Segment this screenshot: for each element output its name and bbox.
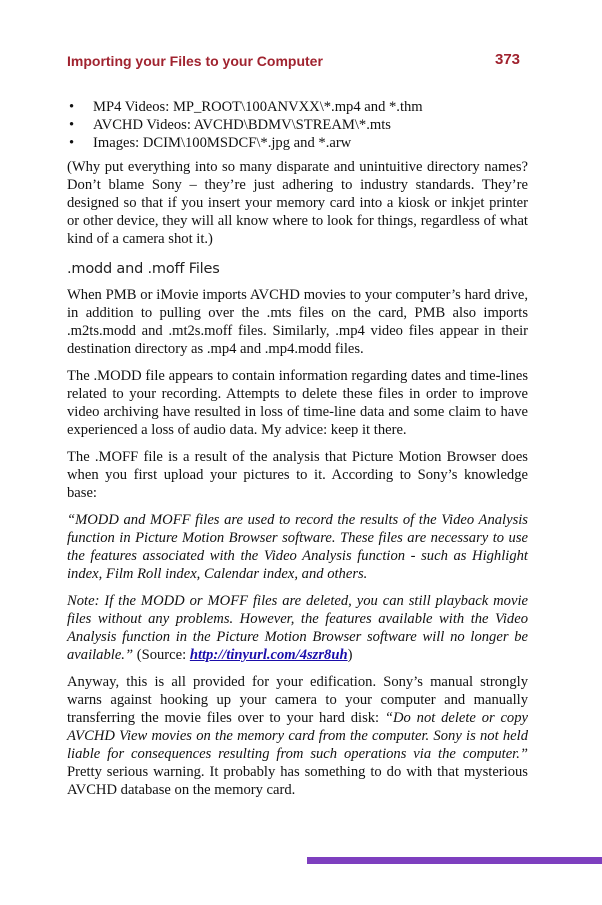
footer-accent-bar <box>307 857 602 864</box>
sony-note-paragraph <box>67 592 528 664</box>
final-lead-text: Anyway, this is all provided for your edification. Sony’s manual strongly warns against hooking up your camera to your computer and manually transferring the movie files over to your hard disk: <box>67 674 528 726</box>
body-paragraph: When PMB or iMovie imports AVCHD movies to your computer’s hard drive, in addition to pulling over the .mts files on the card, PMB also imports .m2ts.modd and .mt2s.moff files. Similarly, .mp4 video files appear in their destination directory as .mp4 and .mp4.modd files. <box>67 287 528 357</box>
final-paragraph <box>67 673 528 799</box>
source-suffix: ) <box>347 647 353 663</box>
list-item-text: AVCHD Videos: AVCHD\BDMV\STREAM\*.mts <box>93 117 391 133</box>
sony-note-quote: Note: If the MODD or MOFF files are deleted, you can still playback movie files without any problems. However, the features available with the Video Analysis function in the Picture Motion Browser software will no longer be available.” <box>67 593 528 663</box>
final-tail-text: Pretty serious warning. It probably has something to do with that mysterious AVCHD database on the memory card. <box>67 764 528 798</box>
page-number: 373 <box>495 51 521 68</box>
body-paragraph: The .MOFF file is a result of the analysis that Picture Motion Browser does when you first upload your pictures to it. According to Sony’s knowledge base: <box>67 449 528 501</box>
list-item <box>67 98 528 116</box>
list-item-text: Images: DCIM\100MSDCF\*.jpg and *.arw <box>93 135 352 151</box>
bullet-icon: • <box>69 135 75 151</box>
source-link[interactable]: http://tinyurl.com/4szr8uh <box>189 647 348 663</box>
intro-paragraph: (Why put everything into so many disparate and unintuitive directory names? Don’t blame Sony – they’re just adhering to industry standards. They’re designed so that if you insert your memory card into a kiosk or inkjet printer or other device, they will all know where to look for things, regardless of what kind of a camera shot it.) <box>67 159 528 247</box>
list-item-text: MP4 Videos: MP_ROOT\100ANVXX\*.mp4 and *.thm <box>93 99 423 115</box>
running-header-title: Importing your Files to your Computer <box>67 53 323 69</box>
body-paragraph: The .MODD file appears to contain information regarding dates and time-lines related to your recording. Attempts to delete these files in order to improve video archiving have resulted in loss of time-line data and some claim to have experienced a loss of audio data. My advice: keep it there. <box>67 368 528 438</box>
list-item <box>67 134 528 152</box>
list-item <box>67 116 528 134</box>
page-body <box>67 98 528 808</box>
section-heading: .modd and .moff Files <box>67 261 220 277</box>
manual-quote: “Do not delete or copy AVCHD View movies on the memory card from the computer. Sony is not held liable for consequences resulting from such operations via the computer.” <box>67 710 529 762</box>
bullet-icon: • <box>69 117 75 133</box>
path-list <box>67 98 528 152</box>
bullet-icon: • <box>69 99 75 115</box>
source-prefix: (Source: <box>133 647 190 663</box>
sony-quote: “MODD and MOFF files are used to record the results of the Video Analysis function in Picture Motion Browser software. These files are necessary to use the features associated with the Video Analysis function - such as Highlight index, Film Roll index, Calendar index, and others. <box>67 512 528 582</box>
